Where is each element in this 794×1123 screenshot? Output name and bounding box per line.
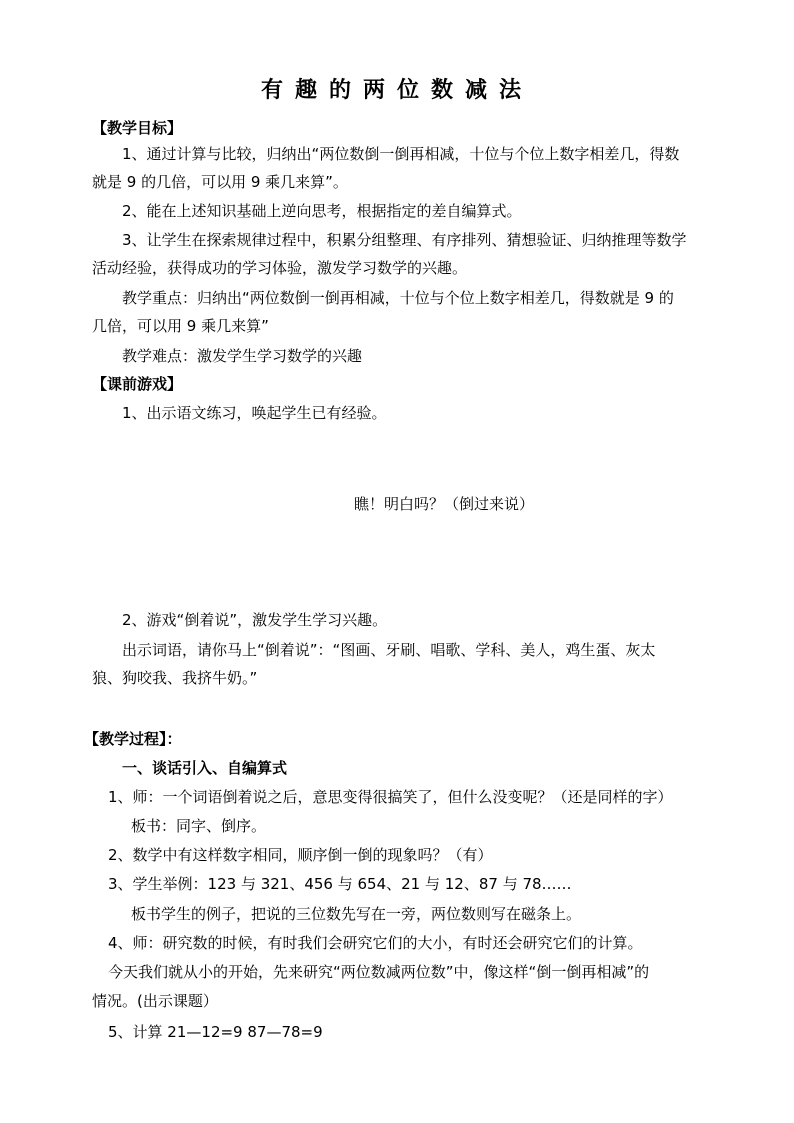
goal-3-line-1: 3、让学生在探索规律过程中，积累分组整理、有序排列、猜想验证、归纳推理等数学 bbox=[122, 231, 687, 249]
key-point-line-1: 教学重点：归纳出“两位数倒一倒再相减，十位与个位上数字相差几，得数就是 9 的 bbox=[122, 289, 674, 307]
key-point-line-2: 几倍，可以用 9 乘几来算” bbox=[92, 317, 269, 335]
process-line-4: 4、师：研究数的时候，有时我们会研究它们的大小，有时还会研究它们的计算。 bbox=[108, 934, 643, 952]
pregame-item-3-line-1: 出示词语，请你马上“倒着说”：“图画、牙刷、唱歌、学科、美人，鸡生蛋、灰太 bbox=[122, 641, 656, 659]
goal-1-line-1: 1、通过计算与比较，归纳出“两位数倒一倒再相减，十位与个位上数字相差几，得数 bbox=[122, 145, 680, 163]
pregame-item-2: 2、游戏“倒着说”，激发学生学习兴趣。 bbox=[122, 611, 388, 629]
goal-3-line-2: 活动经验，获得成功的学习体验，激发学习数学的兴趣。 bbox=[92, 259, 468, 277]
process-line-1-board: 板书：同字、倒序。 bbox=[131, 817, 267, 835]
section-header-goals: 【教学目标】 bbox=[92, 119, 183, 137]
section-header-pregame: 【课前游戏】 bbox=[92, 375, 183, 393]
goal-2: 2、能在上述知识基础上逆向思考，根据指定的差自编算式。 bbox=[122, 202, 522, 220]
document-title: 有趣的两位数减法 bbox=[260, 77, 533, 103]
section-header-process: 【教学过程】： bbox=[84, 730, 182, 748]
process-line-6: 5、计算 21—12=9 87—78=9 bbox=[108, 1023, 323, 1041]
process-subheader-1: 一、谈话引入、自编算式 bbox=[122, 759, 288, 777]
difficulty-point: 教学难点：激发学生学习数学的兴趣 bbox=[122, 347, 363, 365]
process-line-5-b: 情况。(出示课题） bbox=[92, 992, 218, 1010]
goal-1-line-2: 就是 9 的几倍，可以用 9 乘几来算”。 bbox=[92, 173, 348, 191]
process-line-5-a: 今天我们就从小的开始，先来研究“两位数减两位数”中，像这样“倒一倒再相减”的 bbox=[108, 963, 650, 981]
process-line-2: 2、数学中有这样数字相同，顺序倒一倒的现象吗？（有） bbox=[108, 846, 493, 864]
reverse-phrase: 瞧！明白吗？（倒过来说） bbox=[354, 495, 535, 513]
process-line-3: 3、学生举例：123 与 321、456 与 654、21 与 12、87 与 78…… bbox=[108, 875, 572, 893]
process-line-1: 1、师：一个词语倒着说之后，意思变得很搞笑了，但什么没变呢？（还是同样的字） bbox=[108, 788, 673, 806]
pregame-item-3-line-2: 狼、狗咬我、我挤牛奶。” bbox=[92, 669, 258, 687]
pregame-item-1: 1、出示语文练习，唤起学生已有经验。 bbox=[122, 404, 387, 422]
process-line-3-board: 板书学生的例子，把说的三位数先写在一旁，两位数则写在磁条上。 bbox=[131, 905, 582, 923]
